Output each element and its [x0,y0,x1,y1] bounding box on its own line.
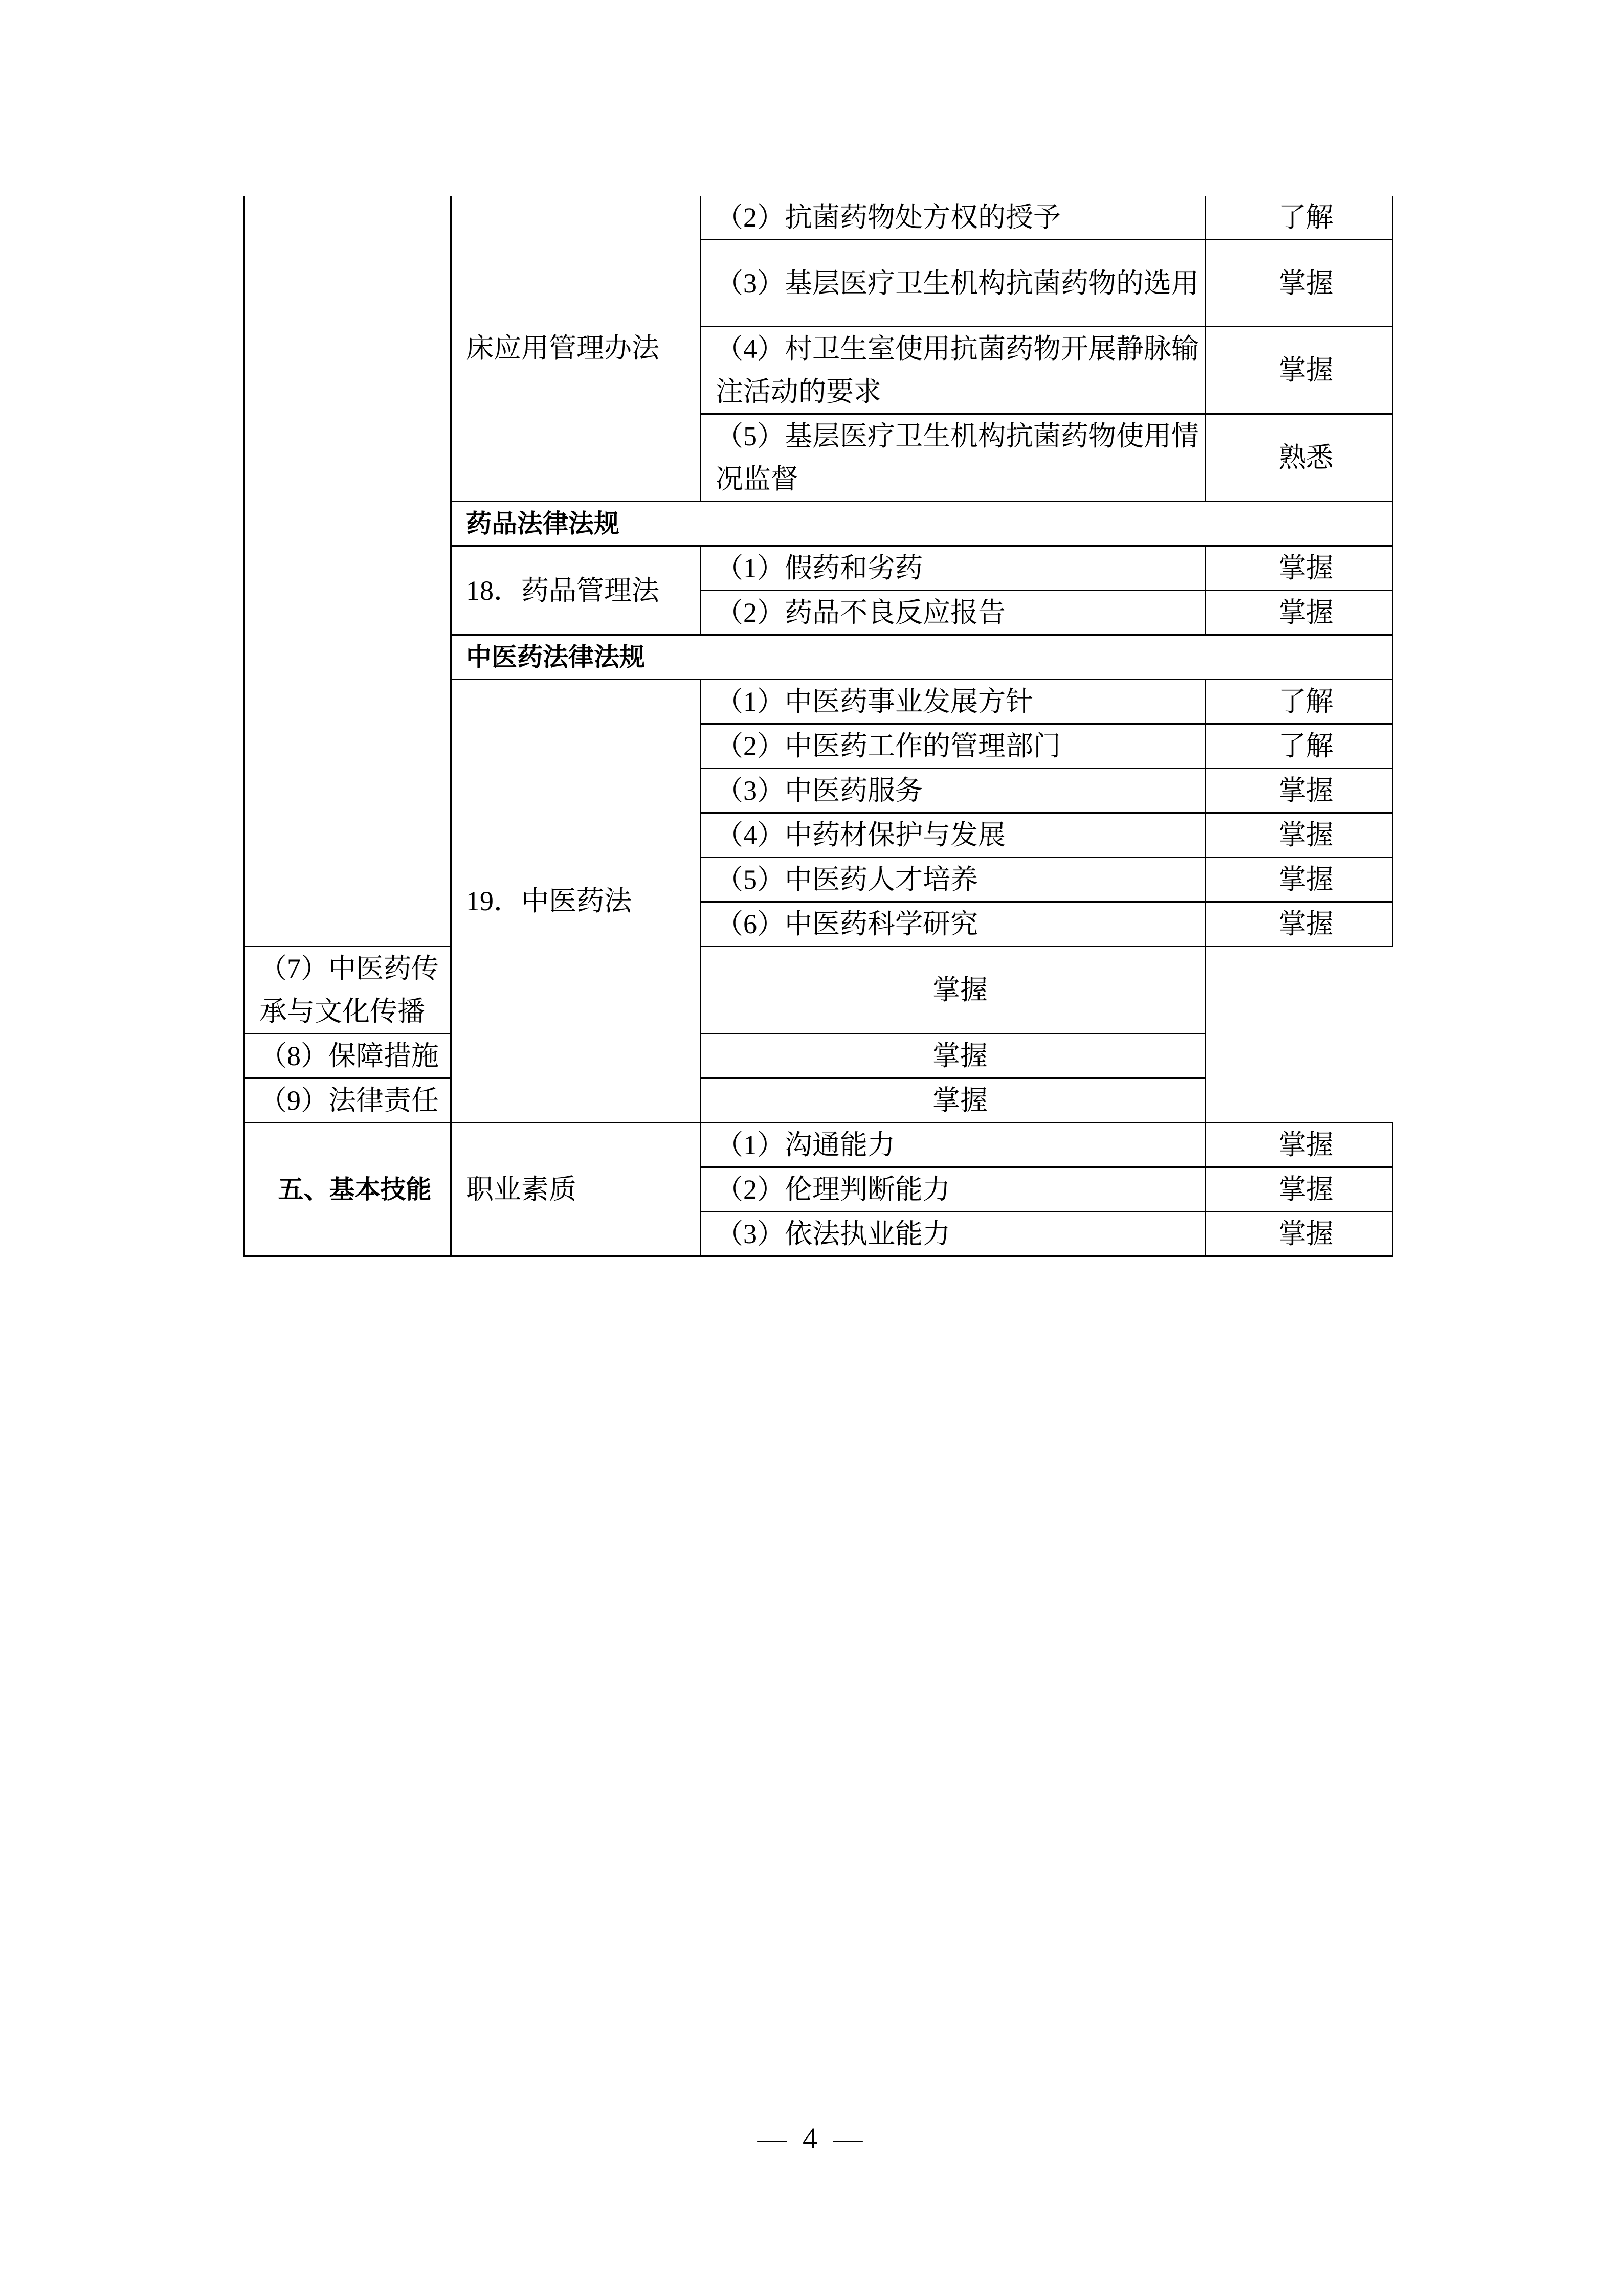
unit-cell-basic-skills: 五、基本技能 [244,1123,451,1256]
item-cell: （5）中医药人才培养 [701,858,1206,902]
table-row [244,1034,1393,1078]
item-cell: （2）伦理判断能力 [701,1167,1206,1212]
item-cell: （9）法律责任 [244,1078,451,1123]
level-cell: 掌握 [1206,1167,1393,1212]
item-cell: （1）中医药事业发展方针 [701,680,1206,724]
subject-cell: 19．中医药法 [451,680,701,1123]
level-cell: 掌握 [1206,858,1393,902]
item-cell: （6）中医药科学研究 [701,902,1206,947]
table-row [244,196,1393,240]
table-row [244,947,1393,1034]
syllabus-table [243,196,1393,1257]
item-cell: （2）中医药工作的管理部门 [701,724,1206,769]
page-number: — 4 — [757,2122,867,2155]
level-cell: 掌握 [1206,1212,1393,1256]
section-header-tcm-law: 中医药法律法规 [451,635,1393,680]
level-cell: 掌握 [1206,902,1393,947]
table-row [244,1078,1393,1123]
level-cell: 掌握 [1206,546,1393,591]
level-cell: 了解 [1206,680,1393,724]
item-cell: （5）基层医疗卫生机构抗菌药物使用情况监督 [701,414,1206,502]
item-cell: （1）沟通能力 [701,1123,1206,1167]
item-cell: （4）中药材保护与发展 [701,813,1206,858]
item-cell: （3）中医药服务 [701,769,1206,813]
subject-text: 床应用管理办法 [466,333,659,364]
item-cell: （3）依法执业能力 [701,1212,1206,1256]
level-cell: 掌握 [701,1078,1206,1123]
level-cell: 掌握 [1206,240,1393,327]
item-cell: （2）药品不良反应报告 [701,591,1206,635]
item-cell: （8）保障措施 [244,1034,451,1078]
level-cell: 掌握 [1206,327,1393,414]
subject-cell [451,196,701,502]
item-cell: （1）假药和劣药 [701,546,1206,591]
level-cell: 掌握 [1206,591,1393,635]
level-cell: 了解 [1206,724,1393,769]
item-cell: （2）抗菌药物处方权的授予 [701,196,1206,240]
level-cell: 掌握 [701,947,1206,1034]
table-row [244,1123,1393,1167]
item-cell: （7）中医药传承与文化传播 [244,947,451,1034]
level-cell: 熟悉 [1206,414,1393,502]
item-cell: （3）基层医疗卫生机构抗菌药物的选用 [701,240,1206,327]
level-cell: 掌握 [1206,1123,1393,1167]
section-header-drug-law: 药品法律法规 [451,502,1393,546]
level-cell: 掌握 [1206,769,1393,813]
level-cell: 了解 [1206,196,1393,240]
subject-cell: 18．药品管理法 [451,546,701,635]
item-cell: （4）村卫生室使用抗菌药物开展静脉输注活动的要求 [701,327,1206,414]
level-cell: 掌握 [1206,813,1393,858]
subject-cell: 职业素质 [451,1123,701,1256]
unit-cell-continued [244,196,451,947]
level-cell: 掌握 [701,1034,1206,1078]
